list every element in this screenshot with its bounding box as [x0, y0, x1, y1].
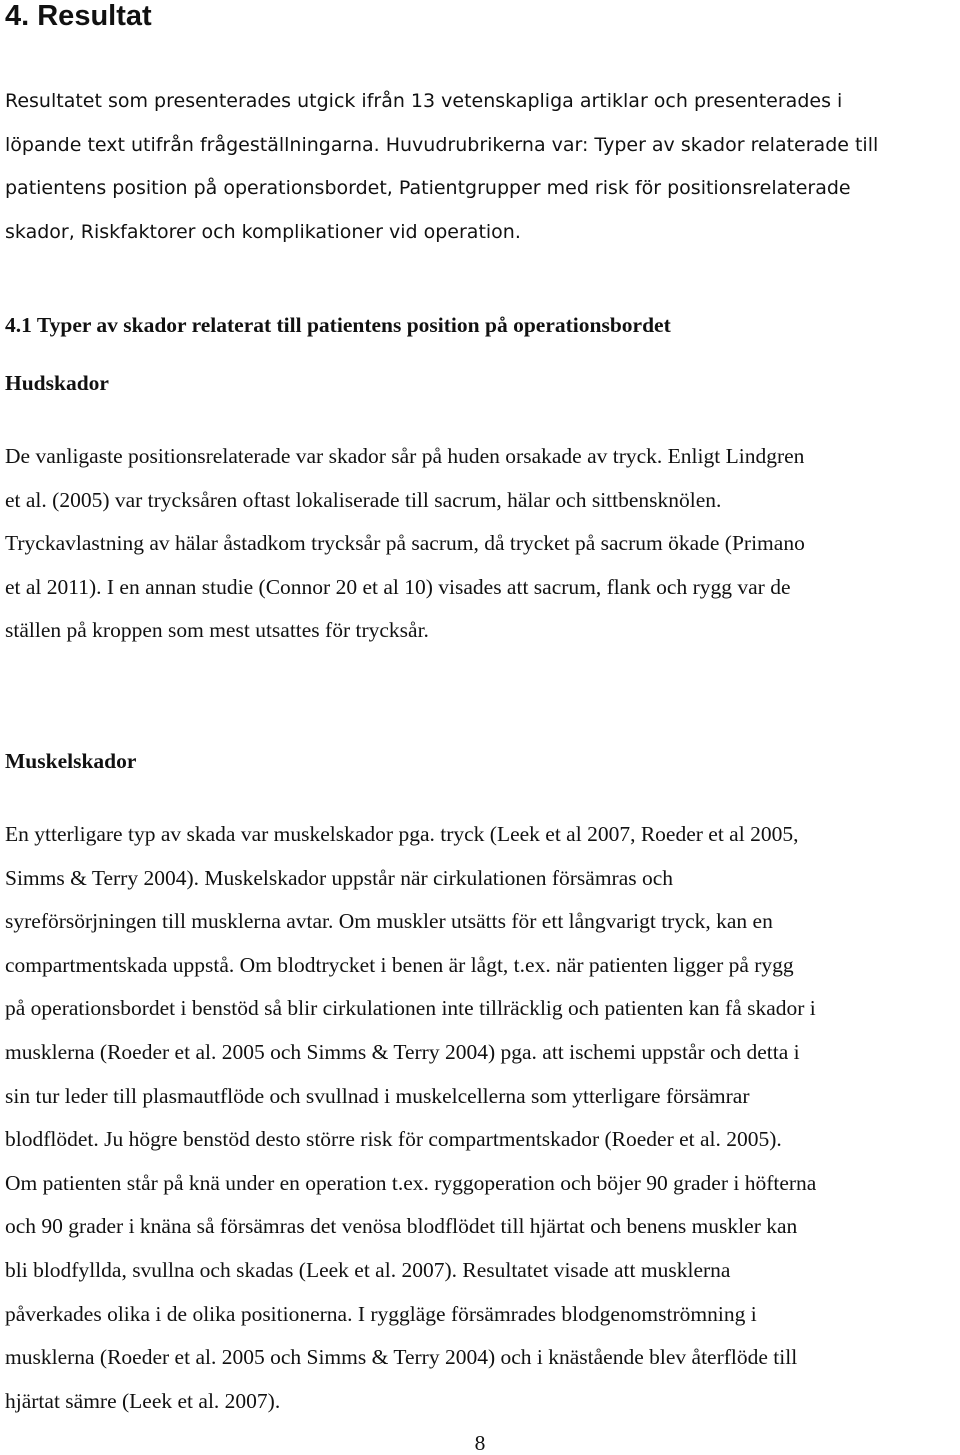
text-line: Om patienten står på knä under en operation t.ex. ryggoperation och böjer 90 grader i höfterna	[5, 1170, 817, 1195]
muskelskador-paragraph	[5, 813, 960, 1423]
text-line: skador, Riskfaktorer och komplikationer vid operation.	[5, 220, 521, 243]
hudskador-heading: Hudskador	[5, 371, 109, 395]
intro-paragraph	[5, 80, 955, 254]
text-line: hjärtat sämre (Leek et al. 2007).	[5, 1388, 281, 1413]
hudskador-paragraph	[5, 435, 960, 653]
section-title: 4.1 Typer av skador relaterat till patientens position på operationsbordet	[5, 313, 671, 337]
text-line: musklerna (Roeder et al. 2005 och Simms & Terry 2004) pga. att ischemi uppstår och detta i	[5, 1039, 800, 1064]
text-line: syreförsörjningen till musklerna avtar. Om muskler utsätts för ett långvarigt tryck, kan en	[5, 909, 773, 934]
text-line: Tryckavlastning av hälar åstadkom trycksår på sacrum, då trycket på sacrum ökade (Primano	[5, 531, 805, 556]
text-line: De vanligaste positionsrelaterade var skador sår på huden orsakade av tryck. Enligt Lindgren	[5, 444, 805, 468]
text-line: et al 2011). I en annan studie (Connor 20 et al 10) visades att sacrum, flank och rygg var de	[5, 574, 791, 599]
text-line: musklerna (Roeder et al. 2005 och Simms & Terry 2004) och i knästående blev återflöde till	[5, 1345, 798, 1370]
text-line: på operationsbordet i benstöd så blir cirkulationen inte tillräcklig och patienten kan få skador i	[5, 996, 816, 1021]
page-number: 8	[474, 1431, 486, 1455]
text-line: et al. (2005) var trycksåren oftast lokaliserade till sacrum, hälar och sittbensknölen.	[5, 487, 722, 512]
text-line: och 90 grader i knäna så försämras det venösa blodflödet till hjärtat och benens muskler kan	[5, 1214, 798, 1239]
text-line: Resultatet som presenterades utgick ifrån 13 vetenskapliga artiklar och presenterades i	[5, 90, 843, 112]
text-line: löpande text utifrån frågeställningarna. Huvudrubrikerna var: Typer av skador relaterade till	[5, 133, 879, 156]
text-line: påverkades olika i de olika positionerna. I ryggläge försämrades blodgenomströmning i	[5, 1301, 757, 1326]
text-line: Simms & Terry 2004). Muskelskador uppstår när cirkulationen försämras och	[5, 865, 674, 890]
text-line: blodflödet. Ju högre benstöd desto större risk för compartmentskador (Roeder et al. 2005).	[5, 1127, 782, 1152]
text-line: compartmentskada uppstå. Om blodtrycket i benen är lågt, t.ex. när patienten ligger på rygg	[5, 952, 794, 977]
text-line: patientens position på operationsbordet, Patientgrupper med risk för positionsrelaterade	[5, 177, 851, 199]
text-line: ställen på kroppen som mest utsattes för trycksår.	[5, 618, 429, 643]
text-line: bli blodfyllda, svullna och skadas (Leek et al. 2007). Resultatet visade att musklerna	[5, 1257, 731, 1282]
chapter-title: 4. Resultat	[5, 0, 152, 32]
muskelskador-heading: Muskelskador	[5, 749, 137, 773]
text-line: En ytterligare typ av skada var muskelskador pga. tryck (Leek et al 2007, Roeder et al 2005,	[5, 822, 799, 846]
text-line: sin tur leder till plasmautflöde och svullnad i muskelcellerna som ytterligare försämrar	[5, 1083, 750, 1108]
